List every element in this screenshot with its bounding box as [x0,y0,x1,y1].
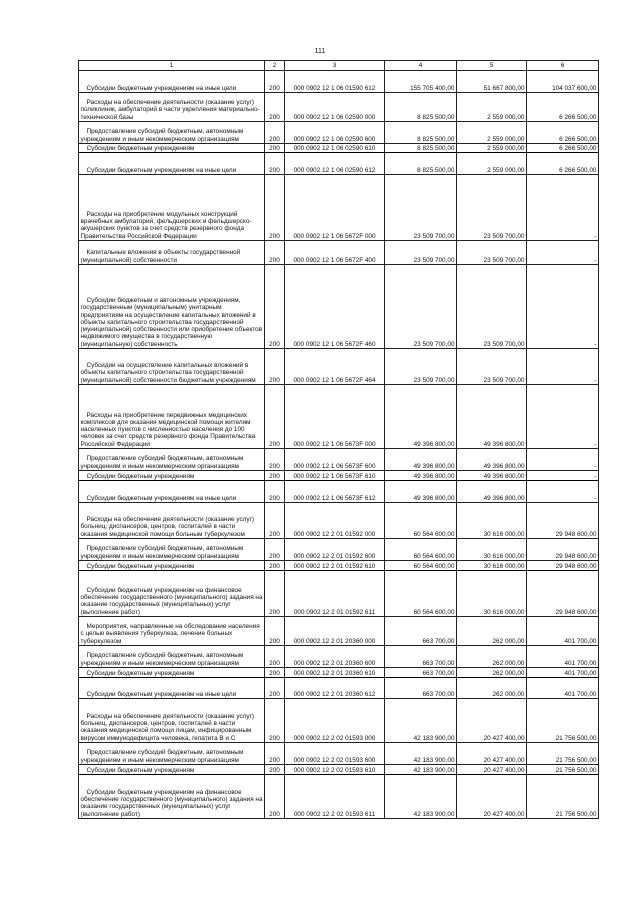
cell-amount-total: 23 509 700,00 [385,349,457,385]
table-body [79,71,599,819]
table-row [79,765,599,775]
cell-amount-col6: - [527,175,599,241]
cell-name: Субсидии бюджетным учреждениям на иные цели [79,678,265,699]
cell-classifier: 000 0902 12 1 06 02590 612 [285,153,385,175]
cell-amount-col6: - [527,241,599,265]
cell-amount-total: 8 825 500,00 [385,93,457,122]
cell-classifier: 000 0902 12 2 01 20360 612 [285,678,385,699]
cell-amount-col6: 21 756 500,00 [527,765,599,775]
cell-amount-col5: 49 396 800,00 [457,449,527,471]
cell-amount-col6: 29 948 600,00 [527,561,599,571]
cell-classifier: 000 0902 12 1 06 02590 600 [285,122,385,144]
cell-amount-col6: 401 700,00 [527,617,599,646]
cell-amount-col6: 6 266 500,00 [527,153,599,175]
cell-amount-col6: - [527,449,599,471]
cell-classifier: 000 0902 12 1 06 5673F 610 [285,471,385,481]
cell-code: 200 [265,71,285,93]
cell-amount-total: 42 183 900,00 [385,743,457,765]
cell-code: 200 [265,93,285,122]
cell-code: 200 [265,503,285,539]
table-row [79,646,599,668]
cell-name: Субсидии бюджетным учреждениям на иные цели [79,71,265,93]
cell-amount-col5: 20 427 400,00 [457,775,527,819]
cell-name: Предоставление субсидий бюджетным, автономным учреждениям и иным некоммерческим организациям [79,743,265,765]
cell-amount-col6: 401 700,00 [527,646,599,668]
cell-classifier: 000 0902 12 2 02 01593 610 [285,765,385,775]
cell-amount-col5: 2 559 000,00 [457,153,527,175]
cell-classifier: 000 0902 12 1 06 5672F 400 [285,241,385,265]
cell-classifier: 000 0902 12 2 01 01592 000 [285,503,385,539]
table-row [79,349,599,385]
cell-amount-col5: 49 396 800,00 [457,481,527,503]
table-row [79,743,599,765]
cell-code: 200 [265,743,285,765]
cell-amount-total: 49 396 800,00 [385,385,457,449]
cell-code: 200 [265,349,285,385]
cell-code: 200 [265,481,285,503]
cell-classifier: 000 0902 12 2 01 20360 600 [285,646,385,668]
cell-amount-total: 8 825 500,00 [385,144,457,153]
cell-code: 200 [265,775,285,819]
cell-code: 200 [265,765,285,775]
cell-classifier: 000 0902 12 2 01 01592 600 [285,539,385,561]
table-row [79,699,599,743]
cell-amount-col6: 401 700,00 [527,678,599,699]
cell-code: 200 [265,265,285,349]
cell-amount-total: 8 825 500,00 [385,153,457,175]
cell-name: Капитальные вложения в объекты государственной (муниципальной) собственности [79,241,265,265]
table-row [79,775,599,819]
cell-amount-col5: 30 616 000,00 [457,571,527,617]
cell-code: 200 [265,571,285,617]
cell-amount-total: 60 564 600,00 [385,561,457,571]
table-row [79,385,599,449]
cell-name: Расходы на обеспечение деятельности (оказание услуг) больниц, диспансеров, центров, госпиталей в части оказания медицинской помощи лицам, инфицированным вирусом иммунодефицита человека, гепатита В и С [79,699,265,743]
cell-classifier: 000 0902 12 1 06 5672F 000 [285,175,385,241]
table-row [79,144,599,153]
cell-amount-col6: 21 756 500,00 [527,775,599,819]
cell-amount-col5: 23 509 700,00 [457,349,527,385]
cell-amount-col6: - [527,471,599,481]
cell-amount-total: 8 825 500,00 [385,122,457,144]
cell-classifier: 000 0902 12 2 01 01592 611 [285,571,385,617]
header-col-4: 4 [385,61,457,71]
cell-classifier: 000 0902 12 1 06 02590 000 [285,93,385,122]
cell-name: Мероприятия, направленные на обследование населения с целью выявления туберкулеза, лечение больных туберкулезом [79,617,265,646]
cell-amount-col5: 2 559 000,00 [457,144,527,153]
cell-amount-col6: 29 948 600,00 [527,539,599,561]
cell-amount-col5: 30 616 000,00 [457,539,527,561]
cell-amount-col6: 21 756 500,00 [527,743,599,765]
cell-amount-col6: 29 948 600,00 [527,571,599,617]
cell-amount-total: 155 705 400,00 [385,71,457,93]
cell-name: Субсидии бюджетным и автономным учреждениям, государственным (муниципальным) унитарным предприятиям на осуществление капитальных вложений в объекты капитального строительства государственной (муниципальной) собственности или приобретение объектов недвижимого имущества в государственную (муниципальную) собственность [79,265,265,349]
cell-classifier: 000 0902 12 1 06 5672F 464 [285,349,385,385]
cell-classifier: 000 0902 12 1 06 5673F 612 [285,481,385,503]
table-row [79,71,599,93]
table-row [79,678,599,699]
header-col-5: 5 [457,61,527,71]
header-col-6: 6 [527,61,599,71]
cell-classifier: 000 0902 12 1 06 5673F 000 [285,385,385,449]
cell-name: Предоставление субсидий бюджетным, автономным учреждениям и иным некоммерческим организациям [79,646,265,668]
table-row [79,122,599,144]
cell-amount-col5: 30 616 000,00 [457,561,527,571]
cell-amount-total: 49 396 800,00 [385,481,457,503]
cell-amount-col5: 49 396 800,00 [457,471,527,481]
cell-amount-col5: 20 427 400,00 [457,699,527,743]
cell-classifier: 000 0902 12 2 01 01592 610 [285,561,385,571]
cell-amount-total: 663 700,00 [385,668,457,678]
table-row [79,153,599,175]
cell-amount-col5: 20 427 400,00 [457,743,527,765]
table-row [79,617,599,646]
cell-classifier: 000 0902 12 1 06 02590 610 [285,144,385,153]
cell-name: Расходы на приобретение передвижных медицинских комплексов для оказания медицинской помощи жителям населенных пунктов с численностью населения до 100 человек за счет средств резервного фонда Правительства Российской Федерации [79,385,265,449]
cell-amount-col6: - [527,481,599,503]
cell-name: Субсидии бюджетным учреждениям на финансовое обеспечение государственного (муниципального) задания на оказание государственных (муниципальных) услуг (выполнение работ) [79,571,265,617]
cell-name: Предоставление субсидий бюджетным, автономным учреждениям и иным некоммерческим организациям [79,449,265,471]
table-row [79,571,599,617]
cell-amount-col6: 6 266 500,00 [527,144,599,153]
cell-classifier: 000 0902 12 2 02 01593 600 [285,743,385,765]
cell-classifier: 000 0902 12 1 06 5672F 460 [285,265,385,349]
budget-table [78,60,599,819]
cell-code: 200 [265,668,285,678]
table-row [79,449,599,471]
cell-amount-col5: 262 000,00 [457,678,527,699]
cell-amount-col5: 30 616 000,00 [457,503,527,539]
cell-code: 200 [265,385,285,449]
cell-amount-col5: 23 509 700,00 [457,241,527,265]
cell-code: 200 [265,646,285,668]
cell-amount-total: 23 509 700,00 [385,265,457,349]
cell-amount-total: 49 396 800,00 [385,449,457,471]
cell-amount-total: 60 564 600,00 [385,539,457,561]
cell-amount-total: 42 183 900,00 [385,775,457,819]
cell-amount-col5: 23 509 700,00 [457,175,527,241]
cell-classifier: 000 0902 12 1 06 01590 612 [285,71,385,93]
cell-name: Расходы на обеспечение деятельности (оказание услуг) больниц, диспансеров, центров, госпиталей в части оказания медицинской помощи больным туберкулезом [79,503,265,539]
cell-amount-col6: - [527,349,599,385]
cell-code: 200 [265,539,285,561]
cell-classifier: 000 0902 12 2 01 20360 610 [285,668,385,678]
cell-amount-col6: 401 700,00 [527,668,599,678]
cell-classifier: 000 0902 12 1 06 5673F 600 [285,449,385,471]
table-row [79,241,599,265]
cell-code: 200 [265,471,285,481]
cell-code: 200 [265,449,285,471]
cell-code: 200 [265,153,285,175]
cell-amount-col5: 51 667 800,00 [457,71,527,93]
table-row [79,561,599,571]
cell-name: Субсидии бюджетным учреждениям [79,765,265,775]
cell-name: Субсидии бюджетным учреждениям на финансовое обеспечение государственного (муниципального) задания на оказание государственных (муниципальных) услуг (выполнение работ) [79,775,265,819]
cell-code: 200 [265,561,285,571]
cell-amount-total: 49 396 800,00 [385,471,457,481]
cell-name: Расходы на приобретение модульных конструкций врачебных амбулаторий, фельдшерских и фельдшерско-акушерских пунктов за счет средств резервного фонда Правительства Российской Федерации [79,175,265,241]
cell-amount-col5: 262 000,00 [457,646,527,668]
table-row [79,265,599,349]
cell-classifier: 000 0902 12 2 02 01593 611 [285,775,385,819]
cell-amount-total: 60 564 600,00 [385,503,457,539]
table-header-row [79,61,599,71]
cell-amount-total: 23 509 700,00 [385,175,457,241]
cell-amount-col5: 23 509 700,00 [457,265,527,349]
cell-amount-col6: - [527,265,599,349]
cell-code: 200 [265,144,285,153]
cell-amount-col5: 262 000,00 [457,668,527,678]
cell-amount-total: 663 700,00 [385,678,457,699]
cell-amount-col5: 2 559 000,00 [457,122,527,144]
cell-name: Субсидии бюджетным учреждениям на иные цели [79,153,265,175]
cell-code: 200 [265,678,285,699]
cell-amount-total: 663 700,00 [385,646,457,668]
cell-code: 200 [265,699,285,743]
cell-amount-col6: 6 266 500,00 [527,122,599,144]
cell-name: Расходы на обеспечение деятельности (оказание услуг) поликлиник, амбулаторий в части укрепления материально-технической базы [79,93,265,122]
cell-classifier: 000 0902 12 2 02 01593 000 [285,699,385,743]
cell-name: Субсидии бюджетным учреждениям на иные цели [79,481,265,503]
page-number: 111 [314,48,326,55]
table-row [79,539,599,561]
cell-amount-total: 42 183 900,00 [385,699,457,743]
cell-amount-total: 42 183 900,00 [385,765,457,775]
cell-amount-total: 663 700,00 [385,617,457,646]
cell-name: Субсидии бюджетным учреждениям [79,561,265,571]
cell-amount-col5: 2 559 000,00 [457,93,527,122]
table-row [79,471,599,481]
cell-code: 200 [265,175,285,241]
cell-amount-total: 23 509 700,00 [385,241,457,265]
cell-amount-col6: 21 756 500,00 [527,699,599,743]
cell-amount-col6: 6 266 500,00 [527,93,599,122]
cell-name: Субсидии на осуществление капитальных вложений в объекты капитального строительства государственной (муниципальной) собственности бюджетным учреждениям [79,349,265,385]
cell-name: Субсидии бюджетным учреждениям [79,144,265,153]
cell-amount-col6: - [527,385,599,449]
cell-code: 200 [265,122,285,144]
table-row [79,481,599,503]
table-row [79,175,599,241]
cell-amount-col6: 29 948 600,00 [527,503,599,539]
cell-amount-col6: 104 037 600,00 [527,71,599,93]
table-row [79,503,599,539]
cell-code: 200 [265,241,285,265]
table-row [79,93,599,122]
cell-amount-col5: 262 000,00 [457,617,527,646]
cell-amount-total: 60 564 600,00 [385,571,457,617]
header-col-1: 1 [79,61,265,71]
table-row [79,668,599,678]
cell-name: Субсидии бюджетным учреждениям [79,471,265,481]
cell-name: Субсидии бюджетным учреждениям [79,668,265,678]
cell-code: 200 [265,617,285,646]
cell-name: Предоставление субсидий бюджетным, автономным учреждениям и иным некоммерческим организациям [79,122,265,144]
cell-name: Предоставление субсидий бюджетным, автономным учреждениям и иным некоммерческим организациям [79,539,265,561]
header-col-2: 2 [265,61,285,71]
header-col-3: 3 [285,61,385,71]
cell-classifier: 000 0902 12 2 01 20360 000 [285,617,385,646]
cell-amount-col5: 49 396 800,00 [457,385,527,449]
cell-amount-col5: 20 427 400,00 [457,765,527,775]
